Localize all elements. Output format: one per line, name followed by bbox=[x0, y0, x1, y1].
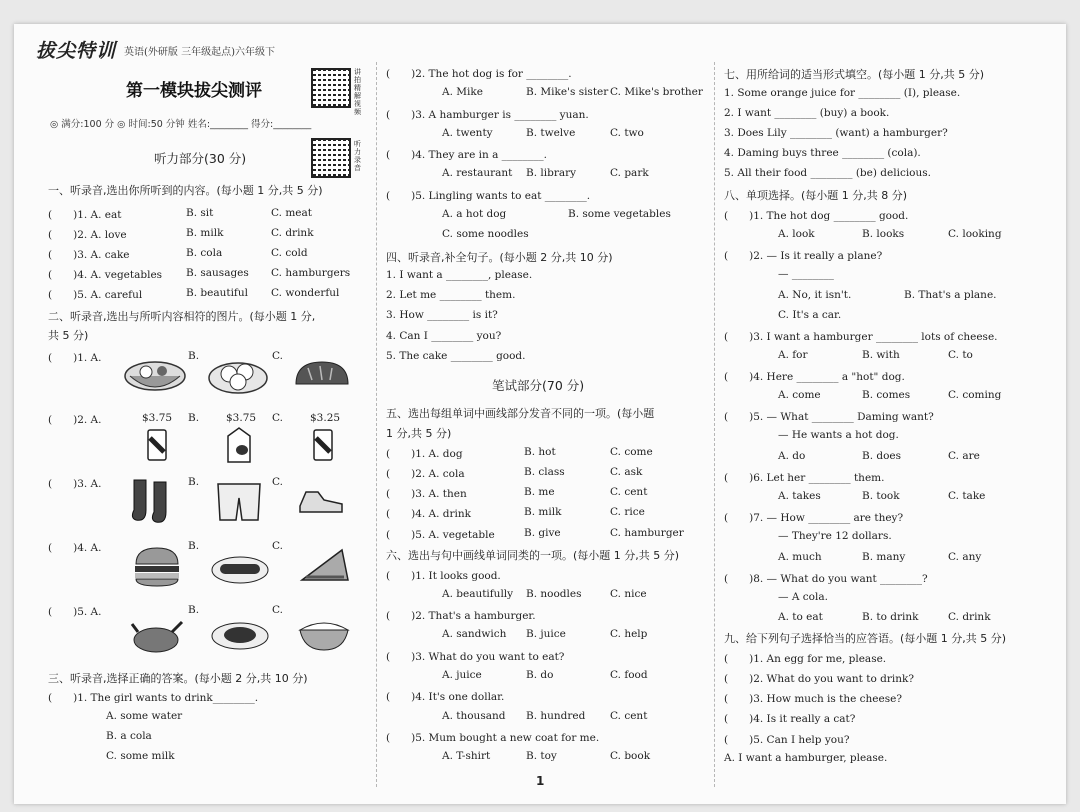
s6-q1-b: B. noodles bbox=[526, 588, 582, 600]
hamburger-icon bbox=[132, 546, 182, 588]
s9-line-1: ( )1. An egg for me, please. bbox=[724, 653, 887, 665]
s3-q3: ( )3. A hamburger is ________ yuan. bbox=[386, 109, 589, 121]
s8-q2-blank: — ________ bbox=[778, 268, 834, 280]
s8-q2-c: C. It's a car. bbox=[778, 309, 842, 321]
s5-q5-c: C. hamburger bbox=[610, 527, 684, 539]
s1-q5: ( )5. A. careful bbox=[48, 289, 143, 301]
s6-q4: ( )4. It's one dollar. bbox=[386, 691, 505, 703]
s3-q1: ( )1. The girl wants to drink________. bbox=[48, 692, 259, 704]
s1-q4-c: C. hamburgers bbox=[271, 267, 351, 279]
s1-q5-c: C. wonderful bbox=[271, 287, 340, 299]
s8-q4-c: C. coming bbox=[948, 389, 1002, 401]
s5-q1: ( )1. A. dog bbox=[386, 448, 463, 460]
qr-code-explanation[interactable] bbox=[311, 68, 351, 108]
s6-q2: ( )2. That's a hamburger. bbox=[386, 610, 536, 622]
section-7-heading: 七、用所给词的适当形式填空。(每小题 1 分,共 5 分) bbox=[724, 68, 985, 81]
s1-q1-c: C. meat bbox=[271, 207, 312, 219]
s2-q5: ( )5. A. bbox=[48, 606, 102, 618]
s8-q5-answer: — He wants a hot dog. bbox=[778, 429, 899, 441]
s8-q7-a: A. much bbox=[778, 551, 822, 563]
s9-answer-a: A. I want a hamburger, please. bbox=[724, 752, 888, 764]
s3-q4-b: B. library bbox=[526, 167, 577, 179]
s9-line-4: ( )4. Is it really a cat? bbox=[724, 713, 856, 725]
s8-q6-c: C. take bbox=[948, 490, 986, 502]
s1-q1: ( )1. A. eat bbox=[48, 209, 122, 221]
s8-q8-b: B. to drink bbox=[862, 611, 919, 623]
s5-q3-c: C. cent bbox=[610, 486, 648, 498]
bread-loaf-icon bbox=[292, 358, 352, 390]
shoes-icon bbox=[296, 484, 348, 518]
brand-logo: 拔尖特训 bbox=[36, 40, 117, 62]
s8-q5-b: B. does bbox=[862, 450, 902, 462]
s3-q5-a: A. a hot dog bbox=[442, 208, 507, 220]
s3-q4-a: A. restaurant bbox=[442, 167, 513, 179]
s8-q7-answer: — They're 12 dollars. bbox=[778, 530, 892, 542]
qr-label-explanation: 讲拍精解视频 bbox=[354, 68, 361, 116]
s8-q3-c: C. to bbox=[948, 349, 973, 361]
s9-line-3: ( )3. How much is the cheese? bbox=[724, 693, 902, 705]
s2-q3-c: C. bbox=[272, 476, 283, 488]
s3-q5-b: B. some vegetables bbox=[568, 208, 671, 220]
s7-line-5: 5. All their food ________ (be) delicious. bbox=[724, 167, 931, 179]
s5-q3-b: B. me bbox=[524, 486, 555, 498]
score-line: ◎ 满分:100 分 ◎ 时间:50 分钟 姓名:________ 得分:________ bbox=[50, 119, 312, 130]
section-3-heading: 三、听录音,选择正确的答案。(每小题 2 分,共 10 分) bbox=[48, 672, 308, 685]
roast-chicken-icon bbox=[128, 612, 184, 654]
s6-q5-a: A. T-shirt bbox=[442, 750, 491, 762]
section-8-heading: 八、单项选择。(每小题 1 分,共 8 分) bbox=[724, 189, 908, 202]
s3-q3-a: A. twenty bbox=[442, 127, 493, 139]
s8-q7-c: C. any bbox=[948, 551, 982, 563]
s2-q5-c: C. bbox=[272, 604, 283, 616]
s6-q1-a: A. beautifully bbox=[442, 588, 514, 600]
s1-q1-b: B. sit bbox=[186, 207, 214, 219]
s8-q5-c: C. are bbox=[948, 450, 980, 462]
s5-q2-c: C. ask bbox=[610, 466, 643, 478]
s2-q4: ( )4. A. bbox=[48, 542, 102, 554]
noodle-bowl-icon bbox=[122, 354, 188, 396]
s2-q3: ( )3. A. bbox=[48, 478, 102, 490]
socks-icon bbox=[128, 476, 180, 526]
s8-q6-a: A. takes bbox=[778, 490, 821, 502]
section-2-heading-1: 二、听录音,选出与所听内容相符的图片。(每小题 1 分, bbox=[48, 310, 316, 323]
s6-q5-b: B. toy bbox=[526, 750, 557, 762]
s8-q8: ( )8. — What do you want ________? bbox=[724, 573, 928, 585]
s6-q3: ( )3. What do you want to eat? bbox=[386, 651, 565, 663]
s3-q2-b: B. Mike's sister bbox=[526, 86, 609, 98]
s6-q5: ( )5. Mum bought a new coat for me. bbox=[386, 732, 600, 744]
s2-q2: ( )2. A. bbox=[48, 414, 102, 426]
section-6-heading: 六、选出与句中画线单词同类的一项。(每小题 1 分,共 5 分) bbox=[386, 549, 680, 562]
s2-q1-b: B. bbox=[188, 350, 200, 362]
page-title: 第一模块拔尖测评 bbox=[126, 81, 262, 101]
section-1-heading: 一、听录音,选出你所听到的内容。(每小题 1 分,共 5 分) bbox=[48, 184, 323, 197]
s5-q4: ( )4. A. drink bbox=[386, 508, 472, 520]
s5-q4-b: B. milk bbox=[524, 506, 562, 518]
writing-part-title: 笔试部分(70 分) bbox=[492, 378, 585, 393]
s6-q3-b: B. do bbox=[526, 669, 554, 681]
s3-q4-c: C. park bbox=[610, 167, 649, 179]
section-2-heading-2: 共 5 分) bbox=[48, 329, 89, 342]
s3-q3-c: C. two bbox=[610, 127, 644, 139]
s9-line-2: ( )2. What do you want to drink? bbox=[724, 673, 914, 685]
s5-q1-c: C. come bbox=[610, 446, 653, 458]
s1-q4: ( )4. A. vegetables bbox=[48, 269, 163, 281]
s3-q1-c: C. some milk bbox=[106, 750, 175, 762]
s8-q8-a: A. to eat bbox=[778, 611, 823, 623]
s1-q3-b: B. cola bbox=[186, 247, 223, 259]
s3-q2: ( )2. The hot dog is for ________. bbox=[386, 68, 572, 80]
s8-q5-a: A. do bbox=[778, 450, 806, 462]
shorts-icon bbox=[214, 480, 264, 524]
qr-label-audio: 听力录音 bbox=[354, 140, 361, 172]
sandwich-icon bbox=[298, 544, 352, 588]
s2-price-a: $3.75 bbox=[142, 412, 173, 424]
column-divider-1 bbox=[376, 62, 377, 787]
s2-price-c: $3.25 bbox=[310, 412, 341, 424]
s4-line-2: 2. Let me ________ them. bbox=[386, 289, 516, 301]
s8-q4-a: A. come bbox=[778, 389, 821, 401]
cola-can-icon bbox=[146, 428, 168, 462]
dumpling-plate-icon bbox=[207, 354, 269, 396]
s5-q2: ( )2. A. cola bbox=[386, 468, 465, 480]
s5-q2-b: B. class bbox=[524, 466, 565, 478]
s1-q3-c: C. cold bbox=[271, 247, 308, 259]
section-9-heading: 九、给下列句子选择恰当的应答语。(每小题 1 分,共 5 分) bbox=[724, 632, 1007, 645]
s4-line-5: 5. The cake ________ good. bbox=[386, 350, 526, 362]
s8-q5: ( )5. — What ________ Daming want? bbox=[724, 411, 934, 423]
steak-plate-icon bbox=[210, 616, 270, 652]
s2-q4-c: C. bbox=[272, 540, 283, 552]
s8-q3-a: A. for bbox=[778, 349, 808, 361]
s8-q3: ( )3. I want a hamburger ________ lots of cheese. bbox=[724, 331, 998, 343]
s5-q5: ( )5. A. vegetable bbox=[386, 529, 495, 541]
s5-q1-b: B. hot bbox=[524, 446, 556, 458]
s2-q1: ( )1. A. bbox=[48, 352, 102, 364]
s6-q2-c: C. help bbox=[610, 628, 648, 640]
s8-q1-b: B. looks bbox=[862, 228, 905, 240]
s1-q2-b: B. milk bbox=[186, 227, 224, 239]
cola-can-icon-2 bbox=[312, 428, 334, 462]
s3-q1-a: A. some water bbox=[106, 710, 183, 722]
s8-q2-b: B. That's a plane. bbox=[904, 289, 997, 301]
s1-q3: ( )3. A. cake bbox=[48, 249, 130, 261]
page-number: 1 bbox=[536, 774, 545, 788]
s1-q4-b: B. sausages bbox=[186, 267, 249, 279]
s8-q4: ( )4. Here ________ a "hot" dog. bbox=[724, 371, 905, 383]
s8-q8-answer: — A cola. bbox=[778, 591, 828, 603]
s7-line-1: 1. Some orange juice for ________ (I), please. bbox=[724, 87, 961, 99]
s8-q3-b: B. with bbox=[862, 349, 900, 361]
s3-q5-c: C. some noodles bbox=[442, 228, 529, 240]
sausage-plate-icon bbox=[210, 550, 270, 586]
s2-q2-c: C. bbox=[272, 412, 283, 424]
s8-q1-a: A. look bbox=[778, 228, 815, 240]
s3-q1-b: B. a cola bbox=[106, 730, 152, 742]
s6-q2-a: A. sandwich bbox=[442, 628, 507, 640]
section-5-heading-1: 五、选出每组单词中画线部分发音不同的一项。(每小题 bbox=[386, 407, 655, 420]
listening-part-title: 听力部分(30 分) bbox=[154, 151, 247, 166]
s3-q2-a: A. Mike bbox=[442, 86, 483, 98]
s8-q6: ( )6. Let her ________ them. bbox=[724, 472, 885, 484]
column-divider-2 bbox=[714, 62, 715, 787]
s3-q4: ( )4. They are in a ________. bbox=[386, 149, 548, 161]
s7-line-4: 4. Daming buys three ________ (cola). bbox=[724, 147, 921, 159]
s2-q3-b: B. bbox=[188, 476, 200, 488]
s9-line-5: ( )5. Can I help you? bbox=[724, 734, 850, 746]
s4-line-4: 4. Can I ________ you? bbox=[386, 330, 502, 342]
s6-q5-c: C. book bbox=[610, 750, 651, 762]
s5-q4-c: C. rice bbox=[610, 506, 645, 518]
s8-q4-b: B. comes bbox=[862, 389, 911, 401]
s4-line-1: 1. I want a ________, please. bbox=[386, 269, 533, 281]
s2-q5-b: B. bbox=[188, 604, 200, 616]
s8-q1: ( )1. The hot dog ________ good. bbox=[724, 210, 909, 222]
s6-q3-c: C. food bbox=[610, 669, 648, 681]
s4-line-3: 3. How ________ is it? bbox=[386, 309, 498, 321]
s5-q5-b: B. give bbox=[524, 527, 561, 539]
s3-q5: ( )5. Lingling wants to eat ________. bbox=[386, 190, 591, 202]
s2-price-b: $3.75 bbox=[226, 412, 257, 424]
s2-q4-b: B. bbox=[188, 540, 200, 552]
s2-q1-c: C. bbox=[272, 350, 283, 362]
s1-q2: ( )2. A. love bbox=[48, 229, 127, 241]
s8-q2-a: A. No, it isn't. bbox=[778, 289, 852, 301]
s8-q7: ( )7. — How ________ are they? bbox=[724, 512, 904, 524]
section-4-heading: 四、听录音,补全句子。(每小题 2 分,共 10 分) bbox=[386, 251, 613, 264]
book-subtitle: 英语(外研版 三年级起点)六年级下 bbox=[124, 47, 275, 58]
rice-bowl-icon bbox=[296, 614, 352, 654]
s7-line-3: 3. Does Lily ________ (want) a hamburger? bbox=[724, 127, 948, 139]
s8-q2: ( )2. — Is it really a plane? bbox=[724, 250, 883, 262]
qr-code-audio[interactable] bbox=[311, 138, 351, 178]
s1-q2-c: C. drink bbox=[271, 227, 314, 239]
s6-q4-b: B. hundred bbox=[526, 710, 586, 722]
milk-carton-icon bbox=[224, 426, 254, 464]
s7-line-2: 2. I want ________ (buy) a book. bbox=[724, 107, 890, 119]
s3-q2-c: C. Mike's brother bbox=[610, 86, 703, 98]
s6-q2-b: B. juice bbox=[526, 628, 566, 640]
s6-q4-a: A. thousand bbox=[442, 710, 506, 722]
s8-q7-b: B. many bbox=[862, 551, 906, 563]
s5-q3: ( )3. A. then bbox=[386, 488, 467, 500]
s1-q5-b: B. beautiful bbox=[186, 287, 248, 299]
s6-q4-c: C. cent bbox=[610, 710, 648, 722]
s2-q2-b: B. bbox=[188, 412, 200, 424]
section-5-heading-2: 1 分,共 5 分) bbox=[386, 427, 452, 440]
s6-q1: ( )1. It looks good. bbox=[386, 570, 501, 582]
s3-q3-b: B. twelve bbox=[526, 127, 576, 139]
s8-q6-b: B. took bbox=[862, 490, 900, 502]
s8-q8-c: C. drink bbox=[948, 611, 991, 623]
s6-q1-c: C. nice bbox=[610, 588, 647, 600]
s6-q3-a: A. juice bbox=[442, 669, 482, 681]
s8-q1-c: C. looking bbox=[948, 228, 1002, 240]
exam-page bbox=[14, 24, 1066, 804]
